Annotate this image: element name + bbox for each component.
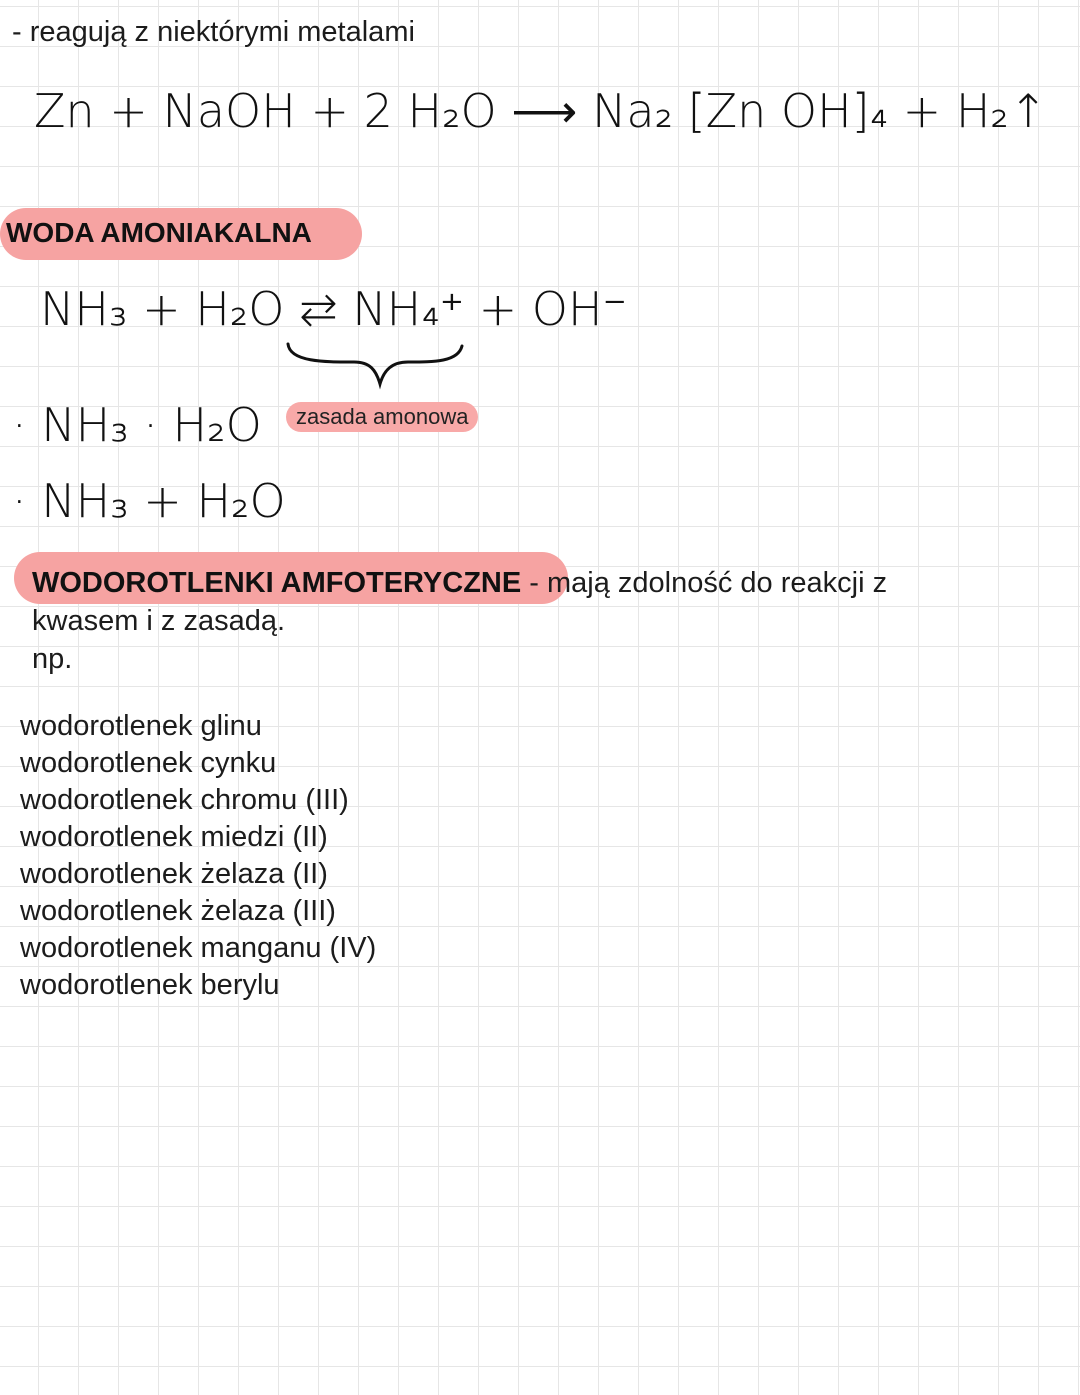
equation-lhs: Zn + NaOH + 2 H₂O	[34, 84, 497, 138]
annotation-zasada-amonowa: zasada amonowa	[286, 402, 478, 432]
section-heading-wodorotlenki-amfoteryczne: WODOROTLENKI AMFOTERYCZNE	[32, 567, 522, 599]
list-item: wodorotlenek glinu	[20, 710, 262, 742]
intro-text: - reagują z niektórymi metalami	[12, 16, 415, 48]
example-prefix: np.	[32, 643, 73, 675]
equation-zinc-reaction	[34, 84, 1047, 138]
reaction-arrow: ⟶	[511, 84, 578, 138]
bullet-item: · NH₃ + H₂O	[12, 474, 286, 528]
brace-icon	[284, 340, 466, 390]
section-amfoteryczne	[32, 564, 1032, 678]
examples-list	[20, 708, 376, 1004]
section-heading-woda-amoniakalna: WODA AMONIAKALNA	[0, 208, 362, 260]
equation-rhs: NH₄⁺ + OH⁻	[352, 282, 627, 336]
list-item: wodorotlenek miedzi (II)	[20, 821, 328, 853]
bullet-item: · NH₃ · H₂O	[12, 398, 262, 452]
equation-ammonia	[40, 282, 627, 336]
list-item: wodorotlenek cynku	[20, 747, 277, 779]
list-item: wodorotlenek berylu	[20, 969, 280, 1001]
list-item: wodorotlenek żelaza (III)	[20, 895, 336, 927]
section-description: - mają zdolność do reakcji z	[521, 567, 888, 599]
list-item: wodorotlenek żelaza (II)	[20, 858, 328, 890]
section-description-cont: kwasem i z zasadą.	[32, 605, 286, 637]
equation-lhs: NH₃ + H₂O	[40, 282, 285, 336]
list-item: wodorotlenek manganu (IV)	[20, 932, 377, 964]
list-item: wodorotlenek chromu (III)	[20, 784, 349, 816]
equilibrium-arrow: ⇄	[299, 282, 338, 336]
equation-rhs: Na₂ [Zn OH]₄ + H₂↑	[591, 84, 1048, 138]
